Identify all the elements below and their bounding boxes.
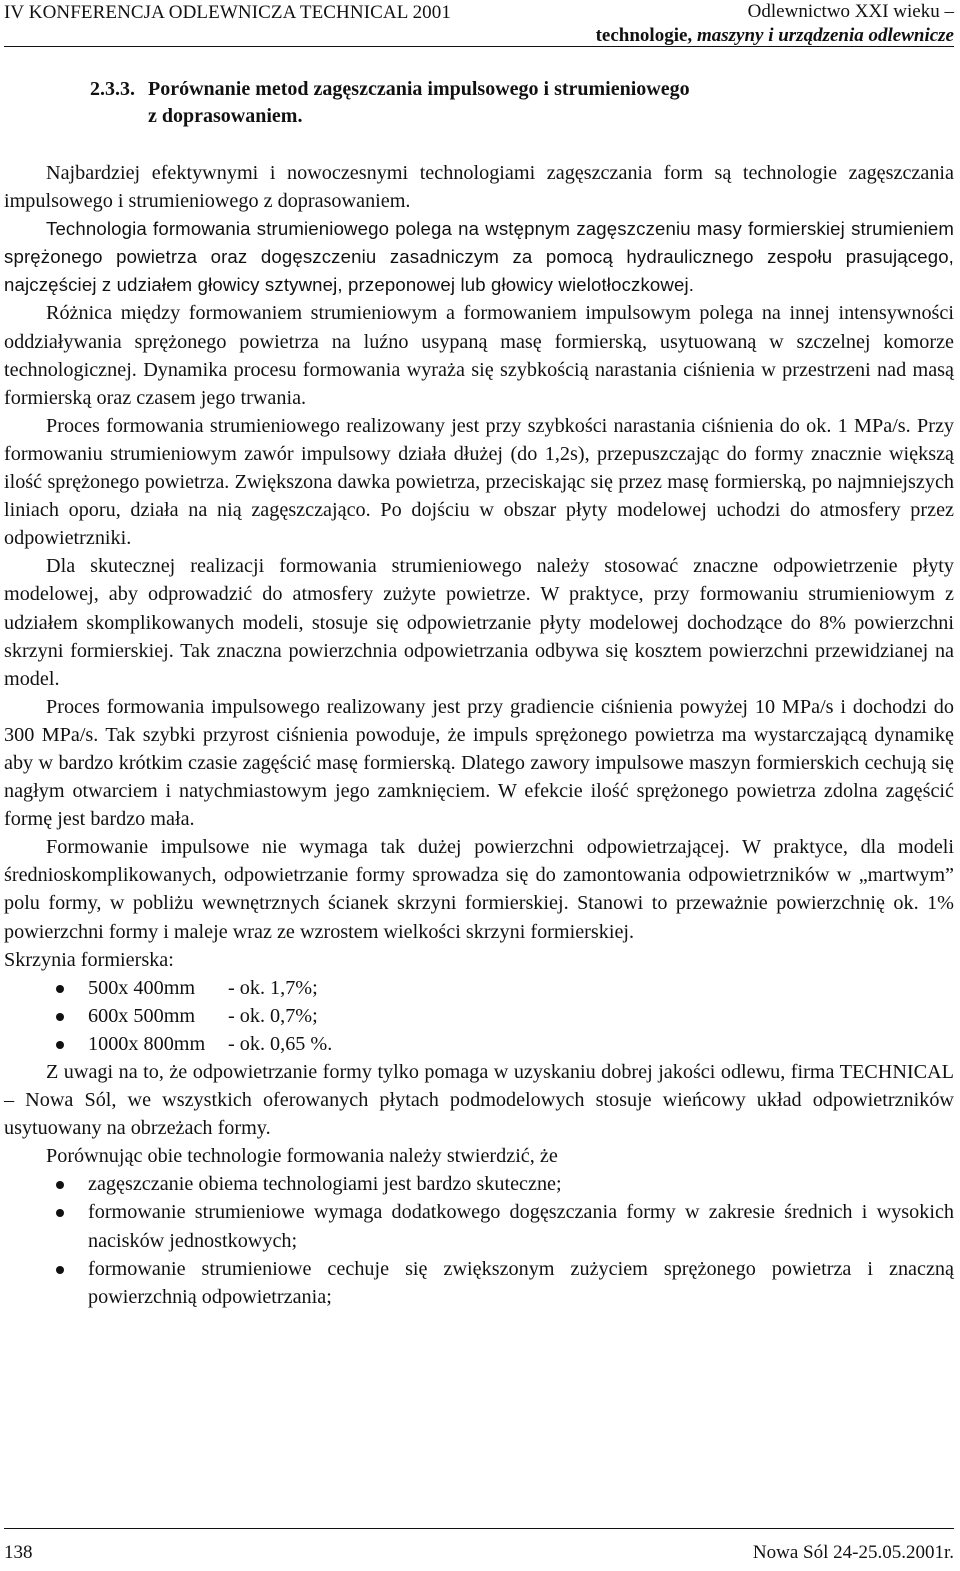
list-item bbox=[4, 1198, 954, 1254]
footer-rule bbox=[4, 1528, 954, 1529]
paragraph-difference: Różnica między formowaniem strumieniowym a formowaniem impulsowym polega na innej intensywności oddziaływania sprężonego powietrza na luźno usypaną masę formierską, usytuowaną w szczelnej komorze technologicznej. Dynamika procesu formowania wyraża się szybkością narastania ciśnienia w przestrzeni nad masą formierską oraz czasem jego trwania. bbox=[4, 302, 954, 409]
box-size: 500x 400mm bbox=[88, 976, 196, 999]
page-footer bbox=[4, 1528, 954, 1568]
box-vent-share: - ok. 0,65 %. bbox=[228, 1032, 333, 1055]
section-title-line2: z doprasowaniem. bbox=[148, 105, 303, 127]
bullet-icon bbox=[56, 1266, 64, 1274]
paragraph-box-label: Skrzynia formierska: bbox=[4, 948, 174, 971]
box-vent-share: - ok. 0,7%; bbox=[228, 1004, 318, 1027]
paragraph-comparison-intro: Porównując obie technologie formowania należy stwierdzić, że bbox=[46, 1145, 558, 1168]
conclusion-text: zagęszczanie obiema technologiami jest bardzo skuteczne; bbox=[88, 1173, 562, 1196]
paragraph-stream-process: Proces formowania strumieniowego realizowany jest przy szybkości narastania ciśnienia do ok. 1 MPa/s. Przy formowaniu strumieniowym zawór impulsowy działa dłużej (do 1,2s), przepuszczając do formy znacznie większą ilość sprężonego powietrza. Zwiększona dawka powietrza, przeciskając się przez masę formierską, po najmniejszych liniach oporu, działa na nią zagęszczająco. Po dojściu w obszar płyty modelowej uchodzi do atmosfery przez odpowietrzniki. bbox=[4, 414, 954, 550]
conference-subtitle bbox=[596, 0, 954, 48]
paragraph-intro: Najbardziej efektywnymi i nowoczesnymi technologiami zagęszczania form są technologie zagęszczania impulsowego i strumieniowego z doprasowaniem. bbox=[4, 162, 954, 213]
bullet-icon bbox=[56, 1013, 64, 1021]
list-item bbox=[4, 1002, 954, 1030]
body-text bbox=[4, 159, 954, 1311]
bullet-icon bbox=[56, 1041, 64, 1049]
header-rule bbox=[4, 46, 954, 47]
conference-subtitle-line1: Odlewnictwo XXI wieku – bbox=[747, 1, 954, 22]
paragraph-stream-venting: Dla skutecznej realizacji formowania strumieniowego należy stosować znaczne odpowietrzenie płyty modelowej, aby odprowadzić do atmosfery zużyte powietrze. W praktyce, przy formowaniu strumieniowym z udziałem skomplikowanych modeli, stosuje się odpowietrzanie płyty modelowej dochodzące do 8% powierzchni skrzyni formierskiej. Tak znaczna powierzchnia odpowietrzania odbywa się kosztem powierzchni przewidzianej na model. bbox=[4, 555, 954, 690]
page-header bbox=[4, 0, 954, 48]
conclusion-text: formowanie strumieniowe cechuje się zwiększonym zużyciem sprężonego powietrza i znaczną powierzchnią odpowietrzania; bbox=[88, 1257, 954, 1308]
list-item bbox=[4, 974, 954, 1002]
section-heading bbox=[90, 76, 690, 130]
section-title-line1: Porównanie metod zagęszczania impulsowego i strumieniowego bbox=[148, 78, 690, 100]
list-item bbox=[4, 1030, 954, 1058]
box-size: 1000x 800mm bbox=[88, 1032, 206, 1055]
paragraph-impulse-venting: Formowanie impulsowe nie wymaga tak dużej powierzchni odpowietrzającej. W praktyce, dla modeli średnioskomplikowanych, odpowietrzanie formy sprowadza się do zamontowania odpowietrzników w „martwym” polu formy, w pobliżu wewnętrznych ścianek skrzyni formierskiej. Stanowi to przeważnie powierzchnię ok. 1% powierzchni formy i maleje wraz ze wzrostem wielkości skrzyni formierskiej. bbox=[4, 836, 954, 943]
conclusion-text: formowanie strumieniowe wymaga dodatkowego dogęszczania formy w zakresie średnich i wysokich nacisków jednostkowych; bbox=[88, 1201, 954, 1252]
conclusion-list bbox=[4, 1170, 954, 1310]
conference-title: IV KONFERENCJA ODLEWNICZA TECHNICAL 2001 bbox=[4, 2, 451, 23]
conference-place-date: Nowa Sól 24-25.05.2001r. bbox=[752, 1542, 954, 1563]
page-number: 138 bbox=[4, 1542, 33, 1563]
bullet-icon bbox=[56, 1181, 64, 1189]
conference-subtitle-line2-b: maszyny i urządzenia odlewnicze bbox=[696, 25, 954, 46]
box-size: 600x 500mm bbox=[88, 1004, 196, 1027]
bullet-icon bbox=[56, 1209, 64, 1217]
paragraph-stream-technology: Technologia formowania strumieniowego polega na wstępnym zagęszczeniu masy formierskiej strumieniem sprężonego powietrza oraz dogęszczeniu zasadniczym za pomocą hydraulicznego zespołu prasującego, najczęściej z udziałem głowicy sztywnej, przeponowej lub głowicy wielotłoczkowej. bbox=[4, 218, 954, 296]
paragraph-technical-venting: Z uwagi na to, że odpowietrzanie formy tylko pomaga w uzyskaniu dobrej jakości odlewu, firma TECHNICAL – Nowa Sól, we wszystkich oferowanych płytach podmodelowych stosuje wieńcowy układ odpowietrzników usytuowany na obrzeżach formy. bbox=[4, 1061, 954, 1140]
box-size-list bbox=[4, 974, 954, 1058]
paragraph-impulse-process: Proces formowania impulsowego realizowany jest przy gradiencie ciśnienia powyżej 10 MPa/s i dochodzi do 300 MPa/s. Tak szybki przyrost ciśnienia powoduje, że impuls sprężonego powietrza ma wystarczającą dynamikę aby w bardzo krótkim czasie zagęścić masę formierską. Dlatego zawory impulsowe maszyn formierskich cechują się nagłym otwarciem i natychmiastowym jego zamknięciem. W efekcie ilość sprężonego powietrza zdolna zagęścić formę jest bardzo mała. bbox=[4, 695, 954, 831]
conference-subtitle-line2-a: technologie, bbox=[595, 25, 697, 46]
box-vent-share: - ok. 1,7%; bbox=[228, 976, 318, 999]
section-number: 2.3.3. bbox=[90, 78, 135, 100]
conference-subtitle-line2 bbox=[596, 24, 954, 48]
bullet-icon bbox=[56, 985, 64, 993]
list-item bbox=[4, 1170, 954, 1198]
list-item bbox=[4, 1255, 954, 1311]
